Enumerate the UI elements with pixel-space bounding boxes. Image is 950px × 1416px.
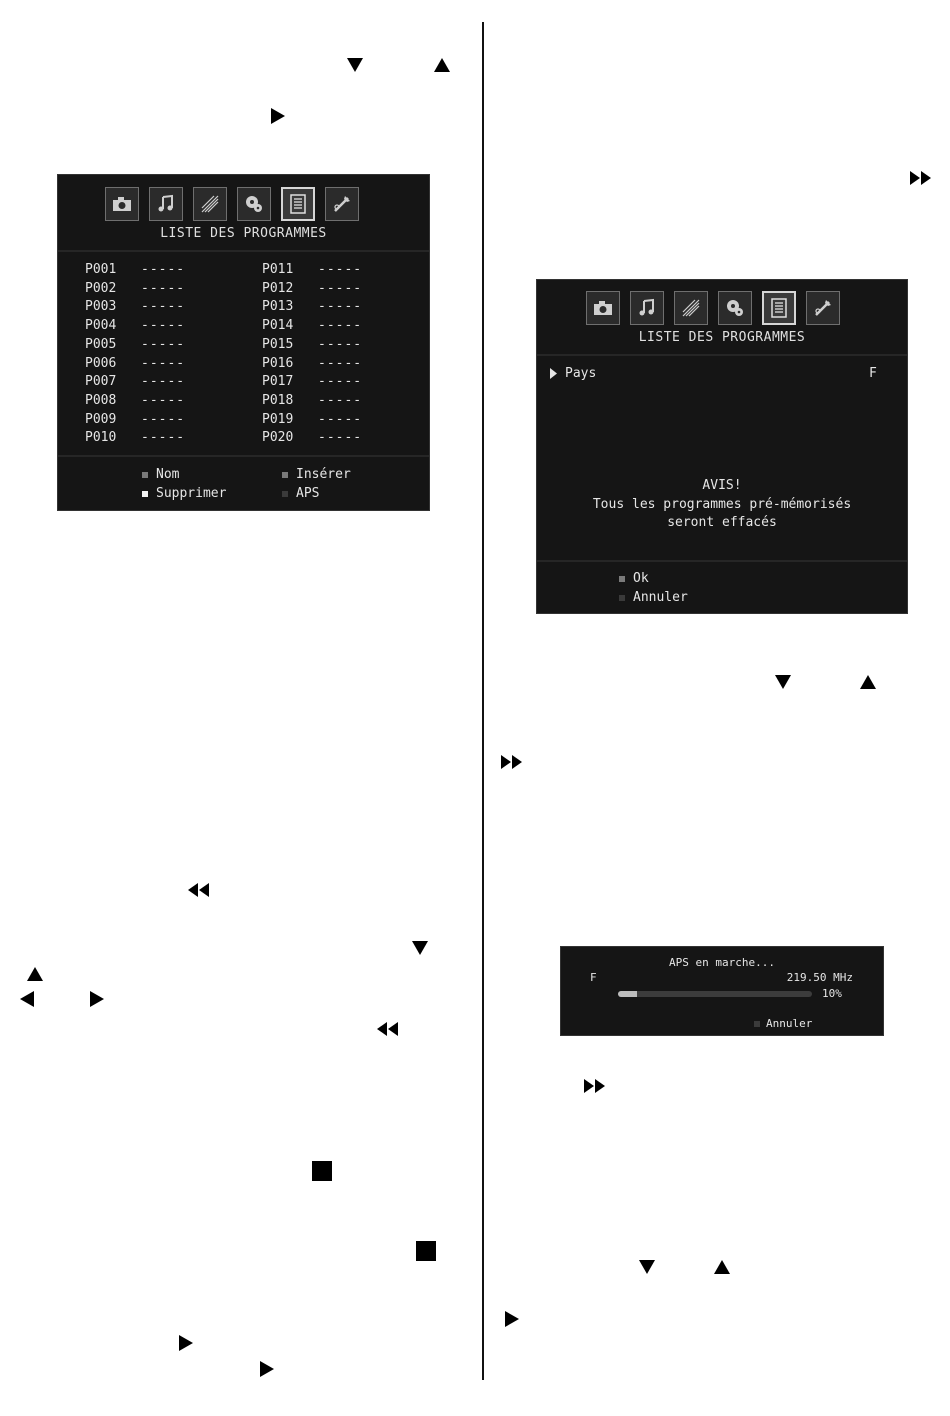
program-number: P001 (85, 262, 117, 277)
program-name: ----- (141, 336, 186, 352)
program-name: ----- (318, 318, 363, 334)
warning-title: AVIS! (702, 478, 742, 493)
program-name: ----- (141, 299, 186, 315)
camera-icon[interactable] (105, 187, 139, 221)
program-number: P017 (262, 374, 294, 390)
grey-button-icon (619, 576, 625, 582)
play-icon (257, 1359, 277, 1379)
program-row[interactable] (262, 280, 362, 299)
program-number: P011 (262, 262, 294, 277)
dark-button-icon (754, 1021, 760, 1027)
program-row[interactable] (262, 355, 362, 374)
program-name: ----- (318, 355, 363, 371)
up-arrow-icon (858, 672, 878, 692)
program-list-screen (57, 174, 430, 511)
play-icon (502, 1309, 522, 1329)
option-name[interactable]: Nom (142, 467, 179, 482)
program-name: ----- (141, 262, 186, 277)
program-row[interactable] (262, 429, 362, 448)
program-number: P016 (262, 355, 294, 371)
down-arrow-icon (637, 1257, 657, 1277)
warning-line-1: Tous les programmes pré-mémorisés (592, 496, 852, 512)
separator (537, 354, 907, 356)
program-row[interactable] (262, 411, 362, 430)
list-icon[interactable] (762, 291, 796, 325)
program-number: P006 (85, 355, 117, 371)
aps-frequency: 219.50 MHz (786, 971, 853, 984)
program-name: ----- (141, 280, 186, 296)
program-number: P002 (85, 280, 117, 296)
rewind-icon (186, 880, 212, 900)
selection-arrow-icon (550, 368, 557, 379)
up-arrow-icon (432, 55, 452, 75)
fast-forward-icon (582, 1076, 608, 1096)
program-number: P019 (262, 411, 294, 427)
program-number: P010 (85, 430, 117, 446)
program-name: ----- (318, 430, 363, 446)
disc-icon[interactable] (718, 291, 752, 325)
warning-line-2: seront effacés (667, 515, 777, 530)
separator (537, 560, 907, 562)
program-row[interactable] (262, 373, 362, 392)
program-number: P018 (262, 392, 294, 408)
play-icon (176, 1333, 196, 1353)
program-number: P003 (85, 299, 117, 315)
program-list-right (262, 261, 362, 448)
program-name: ----- (141, 318, 186, 334)
program-row[interactable] (85, 355, 185, 374)
warning-message (537, 477, 907, 533)
program-number: P007 (85, 374, 117, 390)
aps-cancel-option[interactable]: Annuler (754, 1017, 812, 1030)
program-name: ----- (318, 299, 363, 315)
aps-progress-fill (618, 991, 637, 997)
up-arrow-icon (25, 964, 45, 984)
program-row[interactable] (262, 392, 362, 411)
program-name: ----- (318, 280, 363, 296)
program-name: ----- (318, 262, 363, 277)
program-number: P009 (85, 411, 117, 427)
down-arrow-icon (410, 938, 430, 958)
program-row[interactable] (85, 298, 185, 317)
program-row[interactable] (85, 317, 185, 336)
program-row[interactable] (85, 280, 185, 299)
menu-title: LISTE DES PROGRAMMES (638, 330, 806, 345)
right-arrow-icon (87, 989, 107, 1009)
list-icon[interactable] (281, 187, 315, 221)
fast-forward-icon (499, 752, 525, 772)
program-row[interactable] (262, 298, 362, 317)
program-number: P012 (262, 280, 294, 296)
menu-icon-bar (586, 291, 840, 325)
program-name: ----- (318, 392, 363, 408)
program-number: P020 (262, 430, 294, 446)
program-name: ----- (318, 336, 363, 352)
grey-button-icon (142, 472, 148, 478)
program-row[interactable] (85, 261, 185, 280)
music-icon[interactable] (149, 187, 183, 221)
program-row[interactable] (85, 336, 185, 355)
program-row[interactable] (85, 373, 185, 392)
picture-icon[interactable] (674, 291, 708, 325)
program-name: ----- (141, 355, 186, 371)
dark-button-icon (282, 491, 288, 497)
program-number: P013 (262, 299, 294, 315)
disc-icon[interactable] (237, 187, 271, 221)
program-row[interactable] (85, 392, 185, 411)
tools-icon[interactable] (806, 291, 840, 325)
aps-status: APS en marche... (669, 956, 775, 969)
program-list-left (85, 261, 185, 448)
program-name: ----- (141, 392, 186, 408)
camera-icon[interactable] (586, 291, 620, 325)
warning-screen (536, 279, 908, 614)
program-row[interactable] (262, 261, 362, 280)
program-row[interactable] (85, 411, 185, 430)
separator (58, 250, 429, 252)
program-row[interactable] (262, 336, 362, 355)
stop-icon (312, 1161, 332, 1181)
down-arrow-icon (345, 55, 365, 75)
aps-country: F (590, 971, 597, 984)
white-button-icon (142, 491, 148, 497)
stop-icon (416, 1241, 436, 1261)
option-delete[interactable]: Supprimer (142, 486, 226, 501)
menu-icon-bar (105, 187, 359, 221)
separator (58, 455, 429, 457)
up-arrow-icon (712, 1257, 732, 1277)
country-value: F (869, 366, 877, 381)
down-arrow-icon (773, 672, 793, 692)
program-number: P004 (85, 318, 117, 334)
ok-option[interactable]: Ok (619, 571, 649, 586)
column-divider (482, 22, 484, 1380)
fast-forward-icon (908, 168, 934, 188)
program-number: P014 (262, 318, 294, 334)
music-icon[interactable] (630, 291, 664, 325)
country-row[interactable]: Pays (550, 366, 596, 381)
program-row[interactable] (262, 317, 362, 336)
program-name: ----- (141, 411, 186, 427)
aps-progress-percent: 10% (822, 987, 842, 1000)
aps-progress-bar (618, 991, 812, 997)
program-number: P015 (262, 336, 294, 352)
option-aps[interactable]: APS (282, 486, 319, 501)
program-row[interactable] (85, 429, 185, 448)
program-name: ----- (318, 411, 363, 427)
program-number: P008 (85, 392, 117, 408)
cancel-option[interactable]: Annuler (619, 590, 688, 605)
picture-icon[interactable] (193, 187, 227, 221)
program-name: ----- (141, 374, 186, 390)
option-insert[interactable]: Insérer (282, 467, 351, 482)
grey-button-icon (282, 472, 288, 478)
program-number: P005 (85, 336, 117, 352)
tools-icon[interactable] (325, 187, 359, 221)
menu-title: LISTE DES PROGRAMMES (160, 226, 327, 241)
rewind-icon (375, 1019, 401, 1039)
aps-progress-screen (560, 946, 884, 1036)
left-arrow-icon (17, 989, 37, 1009)
play-icon (268, 106, 288, 126)
program-name: ----- (318, 374, 363, 390)
program-name: ----- (141, 430, 186, 446)
dark-button-icon (619, 595, 625, 601)
